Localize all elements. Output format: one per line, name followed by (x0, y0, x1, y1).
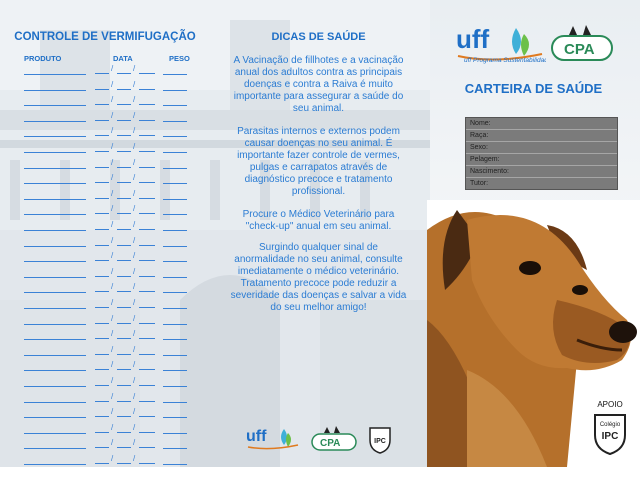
date-line[interactable]: / / (95, 454, 155, 464)
pet-info-form (465, 117, 618, 190)
product-line[interactable] (24, 267, 86, 278)
uff-logo (454, 22, 546, 64)
weight-line[interactable] (163, 173, 187, 184)
weight-line[interactable] (163, 220, 187, 231)
column-product: PRODUTO (24, 54, 62, 63)
date-line[interactable]: / / (95, 158, 155, 168)
product-line[interactable] (24, 298, 86, 309)
deworming-row[interactable] (0, 407, 210, 421)
deworming-row[interactable] (0, 64, 210, 78)
deworming-row[interactable] (0, 392, 210, 406)
deworming-row[interactable] (0, 142, 210, 156)
weight-line[interactable] (163, 423, 187, 434)
product-line[interactable] (24, 376, 86, 387)
weight-line[interactable] (163, 158, 187, 169)
date-line[interactable]: / / (95, 360, 155, 370)
tip-checkup: Procure o Médico Veterinário para "check-up" anual em seu animal. (242, 209, 395, 232)
product-line[interactable] (24, 111, 86, 122)
deworming-row[interactable] (0, 251, 210, 265)
weight-line[interactable] (163, 360, 187, 371)
date-line[interactable]: / / (95, 189, 155, 199)
tip-abnormality: Surgindo qualquer sinal de anormalidade no seu animal, consulte imediatamente o médico veterinário. Tratamento precoce pode reduzir a severidade das doenças e salvar a vida do seu melhor amigo! (230, 242, 407, 313)
product-line[interactable] (24, 251, 86, 262)
deworming-row[interactable] (0, 80, 210, 94)
product-line[interactable] (24, 189, 86, 200)
ipc-logo-small (367, 424, 393, 454)
product-line[interactable] (24, 360, 86, 371)
field-birth[interactable]: Nascimento: (466, 166, 617, 178)
deworming-row[interactable] (0, 173, 210, 187)
deworming-panel (0, 0, 210, 467)
weight-line[interactable] (163, 64, 187, 75)
deworming-row[interactable] (0, 220, 210, 234)
product-line[interactable] (24, 314, 86, 325)
weight-line[interactable] (163, 204, 187, 215)
date-line[interactable]: / / (95, 407, 155, 417)
date-line[interactable]: / / (95, 423, 155, 433)
weight-line[interactable] (163, 236, 187, 247)
product-line[interactable] (24, 95, 86, 106)
date-line[interactable]: / / (95, 64, 155, 74)
field-sex[interactable]: Sexo: (466, 142, 617, 154)
date-line[interactable]: / / (95, 251, 155, 261)
deworming-row[interactable] (0, 360, 210, 374)
svg-text:uff: uff (456, 24, 490, 54)
date-line[interactable]: / / (95, 126, 155, 136)
date-line[interactable]: / / (95, 236, 155, 246)
product-line[interactable] (24, 158, 86, 169)
deworming-row[interactable] (0, 204, 210, 218)
weight-line[interactable] (163, 329, 187, 340)
product-line[interactable] (24, 142, 86, 153)
product-line[interactable] (24, 345, 86, 356)
deworming-row[interactable] (0, 438, 210, 452)
svg-text:IPC: IPC (374, 438, 386, 445)
weight-line[interactable] (163, 80, 187, 91)
weight-line[interactable] (163, 438, 187, 449)
deworming-row[interactable] (0, 111, 210, 125)
weight-line[interactable] (163, 298, 187, 309)
date-line[interactable]: / / (95, 220, 155, 230)
field-owner[interactable]: Tutor: (470, 180, 489, 187)
weight-line[interactable] (163, 189, 187, 200)
product-line[interactable] (24, 64, 86, 75)
deworming-row[interactable] (0, 282, 210, 296)
cpa-logo-main: CPA (564, 41, 595, 58)
weight-line[interactable] (163, 142, 187, 153)
product-line[interactable] (24, 282, 86, 293)
tip-parasites: Parasitas internos e externos podem causar doenças no seu animal. É importante fazer controle de vermes, pulgas e carrapatos através de diagnóstico precoce e tratamento profissional. (237, 126, 400, 197)
field-coat[interactable]: Pelagem: (466, 154, 617, 166)
weight-line[interactable] (163, 407, 187, 418)
deworming-row[interactable] (0, 454, 210, 467)
deworming-row[interactable] (0, 267, 210, 281)
product-line[interactable] (24, 173, 86, 184)
deworming-row[interactable] (0, 126, 210, 140)
date-line[interactable]: / / (95, 282, 155, 292)
ipc-logo (591, 411, 629, 455)
date-line[interactable]: / / (95, 267, 155, 277)
weight-line[interactable] (163, 392, 187, 403)
product-line[interactable] (24, 392, 86, 403)
deworming-row[interactable] (0, 423, 210, 437)
cpa-logo (549, 24, 615, 64)
deworming-row[interactable] (0, 345, 210, 359)
cpa-logo-small (310, 424, 358, 452)
deworming-row[interactable] (0, 158, 210, 172)
product-line[interactable] (24, 329, 86, 340)
field-name[interactable]: Nome: (466, 118, 617, 130)
product-line[interactable] (24, 126, 86, 137)
weight-line[interactable] (163, 376, 187, 387)
date-line[interactable]: / / (95, 392, 155, 402)
deworming-row[interactable] (0, 314, 210, 328)
date-line[interactable]: / / (95, 204, 155, 214)
deworming-row[interactable] (0, 376, 210, 390)
product-line[interactable] (24, 407, 86, 418)
card-title: CARTEIRA DE SAÚDE (464, 81, 603, 96)
date-line[interactable]: / / (95, 314, 155, 324)
health-tips-title: DICAS DE SAÚDE (271, 31, 366, 43)
deworming-row[interactable] (0, 236, 210, 250)
cpa-logo-text: CPA (320, 438, 341, 449)
date-line[interactable]: / / (95, 329, 155, 339)
health-tips-panel (210, 0, 427, 467)
date-line[interactable]: / / (95, 345, 155, 355)
deworming-row[interactable] (0, 189, 210, 203)
column-date: DATA (113, 54, 133, 63)
deworming-row[interactable] (0, 95, 210, 109)
date-line[interactable]: / / (95, 438, 155, 448)
date-line[interactable]: / / (95, 80, 155, 90)
deworming-row[interactable] (0, 329, 210, 343)
date-line[interactable]: / / (95, 95, 155, 105)
uff-logo-text: uff (246, 428, 267, 445)
weight-line[interactable] (163, 95, 187, 106)
weight-line[interactable] (163, 345, 187, 356)
tip-vaccination: A Vacinação de fillhotes e a vacinação anual dos adultos contra as principais doenças e contra a Raiva é muito importante para assegurar a saúde do seu animal. (233, 55, 404, 114)
product-line[interactable] (24, 220, 86, 231)
column-weight: PESO (169, 54, 190, 63)
support-section (590, 400, 630, 457)
date-line[interactable]: / / (95, 298, 155, 308)
support-label: APOIO (597, 400, 623, 409)
date-line[interactable]: / / (95, 376, 155, 386)
product-line[interactable] (24, 438, 86, 449)
deworming-row[interactable] (0, 298, 210, 312)
uff-logo-caption: uff Programa Sustentabilidade (464, 57, 546, 64)
date-line[interactable]: / / (95, 111, 155, 121)
weight-line[interactable] (163, 111, 187, 122)
weight-line[interactable] (163, 267, 187, 278)
weight-line[interactable] (163, 251, 187, 262)
product-line[interactable] (24, 423, 86, 434)
deworming-title: CONTROLE DE VERMIFUGAÇÃO (14, 31, 196, 43)
product-line[interactable] (24, 80, 86, 91)
field-breed[interactable]: Raça: (466, 130, 617, 142)
product-line[interactable] (24, 204, 86, 215)
svg-text:IPC: IPC (601, 431, 619, 442)
product-line[interactable] (24, 236, 86, 247)
weight-line[interactable] (163, 126, 187, 137)
weight-line[interactable] (163, 314, 187, 325)
date-line[interactable]: / / (95, 173, 155, 183)
svg-text:Colégio: Colégio (599, 422, 621, 428)
weight-line[interactable] (163, 282, 187, 293)
product-line[interactable] (24, 454, 86, 465)
date-line[interactable]: / / (95, 142, 155, 152)
weight-line[interactable] (163, 454, 187, 465)
uff-logo-small (244, 425, 302, 451)
